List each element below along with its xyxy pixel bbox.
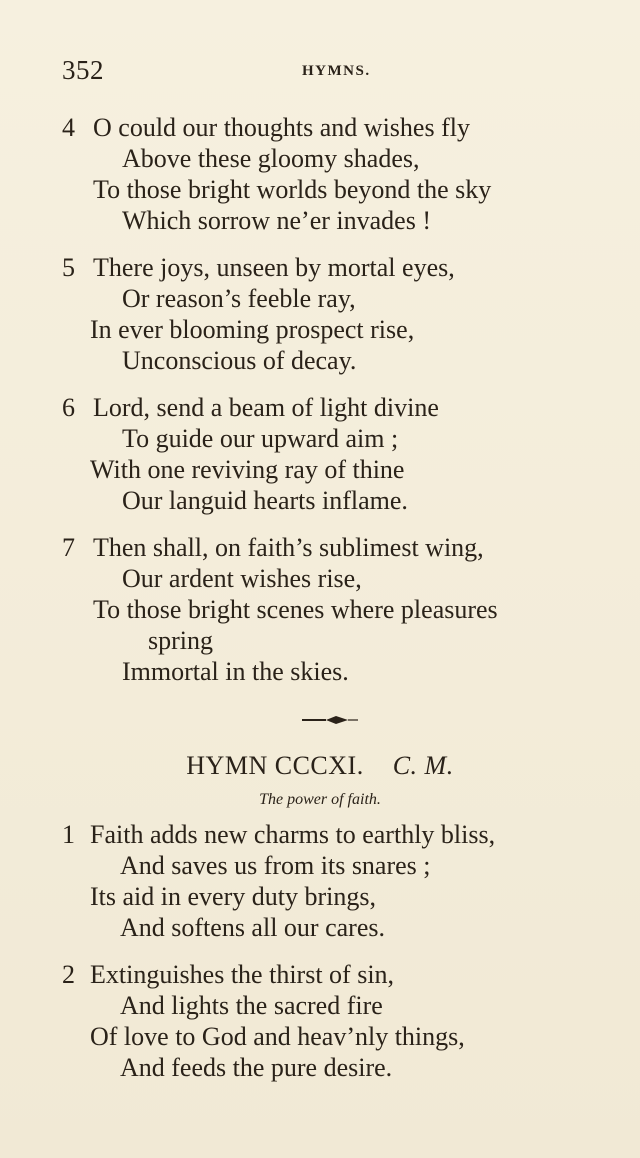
line-text: And softens all our cares. xyxy=(120,913,385,942)
line-text: Immortal in the skies. xyxy=(122,657,349,686)
stanza-line xyxy=(0,625,640,656)
line-text: With one reviving ray of thine xyxy=(90,455,405,484)
line-text: Faith adds new charms to earthly bliss, xyxy=(90,820,496,849)
stanza-line xyxy=(0,594,640,625)
line-text: And feeds the pure desire. xyxy=(120,1053,393,1082)
line-text: Its aid in every duty brings, xyxy=(90,882,376,911)
stanza-line xyxy=(0,112,640,143)
stanza-line xyxy=(0,174,640,205)
stanza-6 xyxy=(0,392,640,516)
stanza-line xyxy=(0,1021,640,1052)
stanza-line xyxy=(0,563,640,594)
line-text: Above these gloomy shades, xyxy=(122,144,420,173)
stanza-line xyxy=(0,283,640,314)
stanza-line xyxy=(0,205,640,236)
running-head xyxy=(62,55,582,95)
running-title: HYMNS. xyxy=(302,63,371,79)
hymn-title xyxy=(0,747,640,785)
stanza-line xyxy=(0,1052,640,1083)
line-text: In ever blooming prospect rise, xyxy=(90,315,415,344)
stanza-line xyxy=(0,881,640,912)
line-text: Lord, send a beam of light divine xyxy=(93,393,439,422)
stanza-line xyxy=(0,532,640,563)
ornament-divider xyxy=(0,703,640,741)
stanza-line xyxy=(0,252,640,283)
ornament-rule-icon xyxy=(300,713,360,727)
stanza-4 xyxy=(0,112,640,236)
stanza-number: 4 xyxy=(62,113,75,142)
stanza-line xyxy=(0,454,640,485)
line-text: To guide our upward aim ; xyxy=(122,424,399,453)
hymn-meter: C. M. xyxy=(392,751,454,780)
line-text: O could our thoughts and wishes fly xyxy=(93,113,470,142)
line-text: There joys, unseen by mortal eyes, xyxy=(93,253,455,282)
stanza-line xyxy=(0,959,640,990)
hymn2-stanza-1 xyxy=(0,819,640,943)
stanza-line xyxy=(0,143,640,174)
stanza-7 xyxy=(0,532,640,687)
line-text: Or reason’s feeble ray, xyxy=(122,284,356,313)
line-text: Unconscious of decay. xyxy=(122,346,357,375)
line-text: Then shall, on faith’s sublimest wing, xyxy=(93,533,484,562)
stanza-line xyxy=(0,485,640,516)
text-block xyxy=(0,112,640,1099)
hymn2-stanza-2 xyxy=(0,959,640,1083)
hymn-subtitle: The power of faith. xyxy=(259,791,381,808)
line-text: Which sorrow ne’er invades ! xyxy=(122,206,431,235)
stanza-number: 5 xyxy=(62,253,75,282)
line-text: spring xyxy=(148,626,213,655)
page-number: 352 xyxy=(62,55,104,85)
stanza-line xyxy=(0,345,640,376)
hymn-number: HYMN CCCXI. xyxy=(186,751,364,780)
stanza-line xyxy=(0,423,640,454)
line-text: Our languid hearts inflame. xyxy=(122,486,408,515)
stanza-number: 7 xyxy=(62,533,75,562)
stanza-line xyxy=(0,314,640,345)
line-text: To those bright scenes where pleasures xyxy=(93,595,498,624)
line-text: Our ardent wishes rise, xyxy=(122,564,362,593)
stanza-number: 2 xyxy=(62,960,75,989)
line-text: Of love to God and heav’nly things, xyxy=(90,1022,465,1051)
line-text: And saves us from its snares ; xyxy=(120,851,431,880)
stanza-line xyxy=(0,819,640,850)
stanza-line xyxy=(0,850,640,881)
stanza-line xyxy=(0,392,640,423)
line-text: And lights the sacred fire xyxy=(120,991,383,1020)
stanza-number: 1 xyxy=(62,820,75,849)
stanza-5 xyxy=(0,252,640,376)
stanza-line xyxy=(0,656,640,687)
stanza-number: 6 xyxy=(62,393,75,422)
line-text: To those bright worlds beyond the sky xyxy=(93,175,492,204)
stanza-line xyxy=(0,912,640,943)
line-text: Extinguishes the thirst of sin, xyxy=(90,960,395,989)
stanza-line xyxy=(0,990,640,1021)
